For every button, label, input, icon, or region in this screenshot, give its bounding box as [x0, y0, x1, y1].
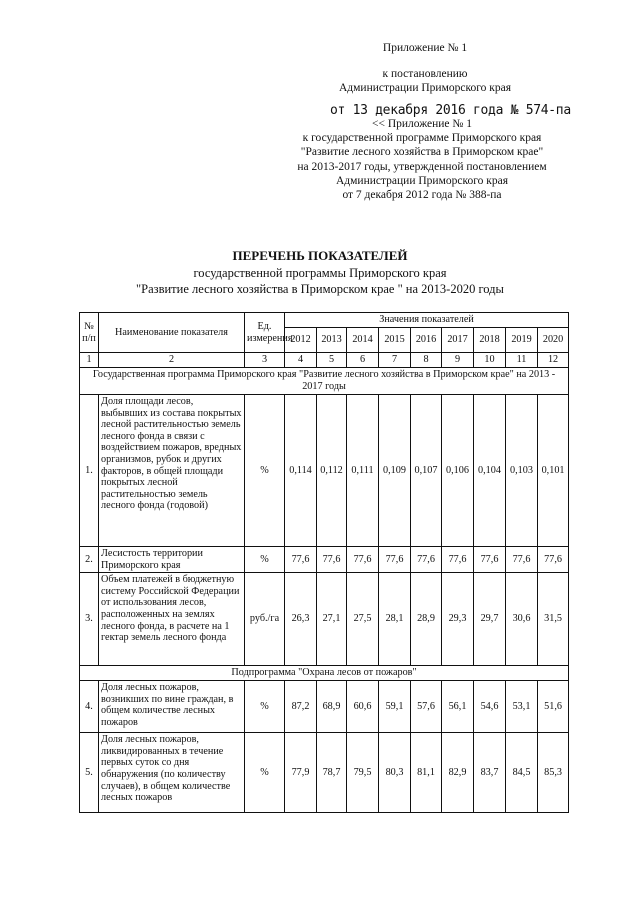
- value-cell: 0,112: [317, 395, 347, 547]
- value-cell: 51,6: [538, 681, 569, 733]
- row-num: 3.: [80, 573, 99, 666]
- value-cell: 29,7: [474, 573, 506, 666]
- annex-line-3: "Развитие лесного хозяйства в Приморском крае": [300, 146, 544, 159]
- row-num: 5.: [80, 733, 99, 813]
- col-index: 8: [411, 353, 442, 368]
- header-values: Значения показателей: [285, 313, 569, 328]
- col-index: 5: [317, 353, 347, 368]
- value-cell: 0,109: [379, 395, 411, 547]
- value-cell: 77,6: [379, 547, 411, 573]
- administration-label: Администрации Приморского края: [339, 82, 511, 94]
- value-cell: 30,6: [506, 573, 538, 666]
- table-row: [80, 547, 569, 573]
- indicator-unit: %: [245, 681, 285, 733]
- value-cell: 60,6: [347, 681, 379, 733]
- document-subtitle-1: государственной программы Приморского края: [193, 266, 447, 280]
- value-cell: 31,5: [538, 573, 569, 666]
- value-cell: 28,1: [379, 573, 411, 666]
- value-cell: 0,114: [285, 395, 317, 547]
- value-cell: 77,6: [317, 547, 347, 573]
- col-index: 6: [347, 353, 379, 368]
- row-num: 1.: [80, 395, 99, 547]
- value-cell: 84,5: [506, 733, 538, 813]
- year-2019: 2019: [506, 328, 538, 353]
- col-index: 9: [442, 353, 474, 368]
- value-cell: 82,9: [442, 733, 474, 813]
- indicators-table: [79, 312, 569, 813]
- indicator-unit: %: [245, 395, 285, 547]
- year-2012: 2012: [285, 328, 317, 353]
- value-cell: 77,6: [538, 547, 569, 573]
- value-cell: 80,3: [379, 733, 411, 813]
- indicator-name: Лесистость территории Приморского края: [99, 547, 245, 573]
- col-index: 2: [99, 353, 245, 368]
- value-cell: 77,6: [442, 547, 474, 573]
- table-row: [80, 395, 569, 547]
- value-cell: 59,1: [379, 681, 411, 733]
- value-cell: 29,3: [442, 573, 474, 666]
- indicator-name: Доля лесных пожаров, ликвидированных в течение первых суток со дня обнаружения (по количеству случаев), в общем количестве лесных пожаров: [99, 733, 245, 813]
- value-cell: 28,9: [411, 573, 442, 666]
- indicator-name: Доля лесных пожаров, возникших по вине граждан, в общем количестве лесных пожаров: [99, 681, 245, 733]
- header-name: Наименование показателя: [99, 313, 245, 353]
- value-cell: 68,9: [317, 681, 347, 733]
- col-index: 11: [506, 353, 538, 368]
- value-cell: 0,107: [411, 395, 442, 547]
- row-num: 2.: [80, 547, 99, 573]
- col-index: 10: [474, 353, 506, 368]
- section-program-title: Государственная программа Приморского края "Развитие лесного хозяйства в Приморском крае" на 2013 - 2017 годы: [80, 368, 569, 395]
- value-cell: 83,7: [474, 733, 506, 813]
- col-index: 7: [379, 353, 411, 368]
- value-cell: 26,3: [285, 573, 317, 666]
- value-cell: 81,1: [411, 733, 442, 813]
- value-cell: 0,104: [474, 395, 506, 547]
- row-num: 4.: [80, 681, 99, 733]
- handwritten-date-number: от 13 декабря 2016 года № 574-па: [330, 103, 571, 118]
- value-cell: 27,1: [317, 573, 347, 666]
- to-resolution-label: к постановлению: [382, 68, 468, 80]
- value-cell: 77,9: [285, 733, 317, 813]
- column-index-row: [80, 353, 569, 368]
- annex-line-2: к государственной программе Приморского края: [302, 132, 542, 145]
- annex-line-5: Администрации Приморского края: [336, 174, 508, 187]
- col-index: 1: [80, 353, 99, 368]
- document-title: ПЕРЕЧЕНЬ ПОКАЗАТЕЛЕЙ: [232, 248, 408, 263]
- section-subprogram-title: Подпрограмма "Охрана лесов от пожаров": [80, 666, 569, 681]
- header-num: № п/п: [80, 313, 99, 353]
- table-row: [80, 573, 569, 666]
- year-2016: 2016: [411, 328, 442, 353]
- value-cell: 78,7: [317, 733, 347, 813]
- indicator-name: Доля площади лесов, выбывших из состава покрытых лесной растительностью земель лесного фонда в связи с воздействием пожаров, вредных организмов, рубок и других факторов, в общей площади покрытых лесной растительностью земель лесного фонда (годовой): [99, 395, 245, 547]
- value-cell: 77,6: [285, 547, 317, 573]
- year-2020: 2020: [538, 328, 569, 353]
- document-subtitle-2: "Развитие лесного хозяйства в Приморском крае " на 2013-2020 годы: [136, 282, 504, 296]
- value-cell: 77,6: [474, 547, 506, 573]
- value-cell: 56,1: [442, 681, 474, 733]
- value-cell: 0,106: [442, 395, 474, 547]
- indicator-unit: %: [245, 733, 285, 813]
- table-row: [80, 733, 569, 813]
- value-cell: 77,6: [347, 547, 379, 573]
- appendix-label: Приложение № 1: [382, 42, 468, 54]
- indicator-name: Объем платежей в бюджетную систему Российской Федерации от использования лесов, расположенных на землях лесного фонда, в расчете на 1 гектар земель лесного фонда: [99, 573, 245, 666]
- annex-block: [262, 117, 582, 202]
- value-cell: 54,6: [474, 681, 506, 733]
- col-index: 12: [538, 353, 569, 368]
- value-cell: 27,5: [347, 573, 379, 666]
- indicator-unit: %: [245, 547, 285, 573]
- value-cell: 0,101: [538, 395, 569, 547]
- table-row: [80, 681, 569, 733]
- annex-line-1: << Приложение № 1: [371, 118, 473, 130]
- col-index: 3: [245, 353, 285, 368]
- value-cell: 79,5: [347, 733, 379, 813]
- col-index: 4: [285, 353, 317, 368]
- year-2015: 2015: [379, 328, 411, 353]
- year-2017: 2017: [442, 328, 474, 353]
- indicator-unit: руб./га: [245, 573, 285, 666]
- year-2014: 2014: [347, 328, 379, 353]
- value-cell: 77,6: [411, 547, 442, 573]
- header-unit: Ед. измерения: [245, 313, 285, 353]
- value-cell: 0,103: [506, 395, 538, 547]
- year-2018: 2018: [474, 328, 506, 353]
- value-cell: 77,6: [506, 547, 538, 573]
- value-cell: 53,1: [506, 681, 538, 733]
- value-cell: 87,2: [285, 681, 317, 733]
- year-2013: 2013: [317, 328, 347, 353]
- annex-line-4: на 2013-2017 годы, утвержденной постановлением: [297, 160, 547, 173]
- value-cell: 57,6: [411, 681, 442, 733]
- value-cell: 0,111: [347, 395, 379, 547]
- value-cell: 85,3: [538, 733, 569, 813]
- annex-line-6: от 7 декабря 2012 года № 388-па: [342, 189, 502, 202]
